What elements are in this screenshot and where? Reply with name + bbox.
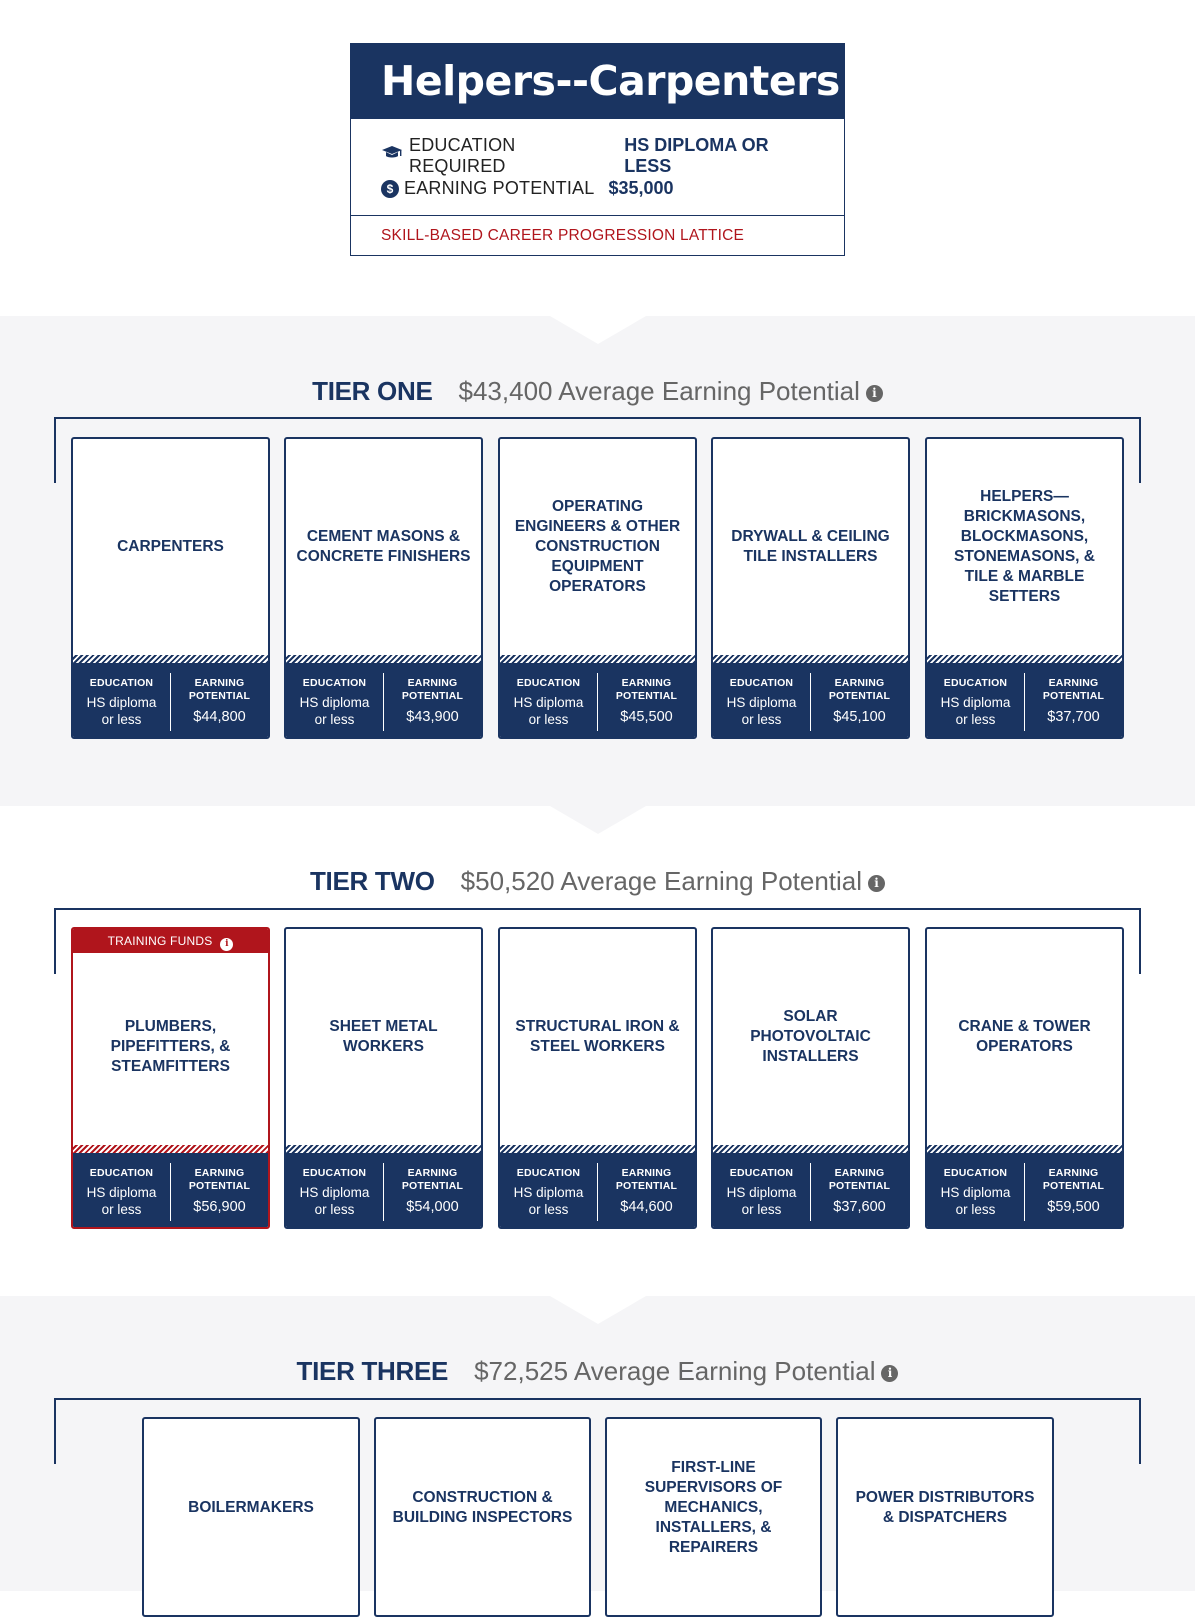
education-heading: EDUCATION <box>516 1167 581 1179</box>
card-footer <box>713 1153 908 1229</box>
career-title: STRUCTURAL IRON & STEEL WORKERS <box>515 1018 680 1055</box>
career-card[interactable] <box>836 1417 1054 1617</box>
education-value: HS diploma <box>299 1185 370 1200</box>
earning-value: $37,700 <box>1047 709 1100 725</box>
tier-name: TIER ONE <box>312 376 433 406</box>
earning-heading-2: POTENTIAL <box>401 1180 464 1192</box>
education-value: HS diploma <box>513 1185 584 1200</box>
career-card[interactable] <box>711 437 910 739</box>
earning-heading-2: POTENTIAL <box>188 1180 251 1192</box>
card-stripe <box>713 655 908 663</box>
card-stripe <box>927 655 1122 663</box>
education-heading: EDUCATION <box>943 677 1008 689</box>
education-value: HS diploma <box>86 695 157 710</box>
card-footer <box>500 663 695 739</box>
education-value-2: or less <box>741 1202 782 1217</box>
career-card[interactable] <box>284 437 483 739</box>
earning-value: $44,800 <box>193 709 246 725</box>
career-title: SHEET METAL WORKERS <box>329 1018 438 1055</box>
training-funds-label: TRAINING FUNDS <box>107 934 213 948</box>
card-footer <box>286 663 481 739</box>
earning-heading: EARNING <box>621 1167 672 1179</box>
tier-arrow <box>550 1296 646 1324</box>
earning-heading: EARNING <box>1048 677 1099 689</box>
card-stripe <box>73 655 268 663</box>
header-info <box>351 119 844 216</box>
education-value-2: or less <box>741 712 782 727</box>
education-value: HS diploma <box>940 1185 1011 1200</box>
earning-row <box>381 172 814 205</box>
info-circle-icon[interactable]: i <box>881 1365 898 1382</box>
career-card[interactable] <box>284 927 483 1229</box>
earning-heading: EARNING <box>407 1167 458 1179</box>
career-title: SOLAR PHOTOVOLTAIC INSTALLERS <box>750 1008 871 1065</box>
tier-arrow <box>550 316 646 344</box>
education-heading: EDUCATION <box>516 677 581 689</box>
earning-heading-2: POTENTIAL <box>1042 1180 1105 1192</box>
tier-heading <box>0 1356 1195 1387</box>
career-title: CONSTRUCTION & BUILDING INSPECTORS <box>392 1489 573 1526</box>
career-card[interactable] <box>142 1417 360 1617</box>
earning-value: $45,500 <box>620 709 673 725</box>
card-stripe <box>286 1145 481 1153</box>
career-header-card <box>350 43 845 256</box>
earning-heading-2: POTENTIAL <box>401 690 464 702</box>
career-title: CARPENTERS <box>117 538 224 555</box>
card-stripe <box>500 655 695 663</box>
career-title: PLUMBERS, PIPEFITTERS, & STEAMFITTERS <box>110 1018 231 1075</box>
career-lattice-link[interactable]: SKILL-BASED CAREER PROGRESSION LATTICE <box>381 227 745 244</box>
career-title: CRANE & TOWER OPERATORS <box>958 1018 1091 1055</box>
education-heading: EDUCATION <box>89 1167 154 1179</box>
earning-heading-2: POTENTIAL <box>828 1180 891 1192</box>
card-stripe <box>500 1145 695 1153</box>
dollar-coin-icon: $ <box>381 180 399 198</box>
tier-average: $50,520 Average Earning Potential <box>460 866 863 896</box>
earning-heading: EARNING <box>407 677 458 689</box>
earning-value: $56,900 <box>193 1199 246 1215</box>
education-value-2: or less <box>101 712 142 727</box>
tier-average: $43,400 Average Earning Potential <box>458 376 860 406</box>
earning-value: $37,600 <box>833 1199 886 1215</box>
career-title: HELPERS—BRICKMASONS, BLOCKMASONS, STONEMASONS, & TILE & MARBLE SETTERS <box>954 488 1095 605</box>
education-value-2: or less <box>314 1202 355 1217</box>
career-card[interactable] <box>71 927 270 1229</box>
tier-average: $72,525 Average Earning Potential <box>474 1356 876 1386</box>
card-footer <box>500 1153 695 1229</box>
earning-heading: EARNING <box>194 677 245 689</box>
earning-value: $44,600 <box>620 1199 673 1215</box>
info-circle-icon[interactable]: i <box>868 875 885 892</box>
card-stripe <box>73 1145 268 1153</box>
earning-value: $43,900 <box>406 709 459 725</box>
info-circle-icon[interactable]: i <box>220 938 233 951</box>
earning-heading-2: POTENTIAL <box>828 690 891 702</box>
earning-label: EARNING POTENTIAL <box>404 178 595 198</box>
card-footer <box>286 1153 481 1229</box>
card-stripe <box>286 655 481 663</box>
education-heading: EDUCATION <box>302 1167 367 1179</box>
career-title: CEMENT MASONS & CONCRETE FINISHERS <box>296 528 471 565</box>
card-stripe <box>927 1145 1122 1153</box>
education-value: HS diploma <box>726 695 797 710</box>
earning-heading: EARNING <box>1048 1167 1099 1179</box>
tier-heading <box>0 376 1195 407</box>
education-heading: EDUCATION <box>943 1167 1008 1179</box>
earning-heading: EARNING <box>834 677 885 689</box>
career-title: OPERATING ENGINEERS & OTHER CONSTRUCTION EQUIPMENT OPERATORS <box>514 498 681 595</box>
earning-heading-2: POTENTIAL <box>615 1180 678 1192</box>
education-value-2: or less <box>955 712 996 727</box>
tier-heading <box>0 866 1195 897</box>
education-label: EDUCATION REQUIRED <box>409 134 516 176</box>
career-card[interactable] <box>498 437 697 739</box>
card-stripe <box>713 1145 908 1153</box>
career-card[interactable] <box>925 927 1124 1229</box>
career-card[interactable] <box>498 927 697 1229</box>
earning-heading-2: POTENTIAL <box>188 690 251 702</box>
earning-heading: EARNING <box>194 1167 245 1179</box>
career-card[interactable] <box>71 437 270 739</box>
page-title: Helpers--Carpenters <box>351 44 844 119</box>
card-footer <box>73 1153 268 1229</box>
card-footer <box>73 663 268 739</box>
career-title: DRYWALL & CEILING TILE INSTALLERS <box>731 528 890 565</box>
career-title: FIRST-LINE SUPERVISORS OF MECHANICS, INSTALLERS, & REPAIRERS <box>644 1459 783 1556</box>
earning-value: $35,000 <box>608 178 674 198</box>
career-card[interactable] <box>605 1417 822 1617</box>
career-card[interactable] <box>925 437 1124 739</box>
earning-heading-2: POTENTIAL <box>1042 690 1105 702</box>
tier-name: TIER THREE <box>296 1356 449 1386</box>
graduation-cap-icon <box>381 145 403 166</box>
info-circle-icon[interactable]: i <box>866 385 883 402</box>
earning-value: $45,100 <box>833 709 886 725</box>
career-card[interactable] <box>711 927 910 1229</box>
education-value: HS DIPLOMA OR LESS <box>624 134 769 176</box>
career-card[interactable] <box>374 1417 591 1617</box>
earning-value: $59,500 <box>1047 1199 1100 1215</box>
education-row <box>381 134 814 176</box>
card-footer <box>713 663 908 739</box>
tier-arrow <box>550 806 646 834</box>
tier-name: TIER TWO <box>309 866 435 896</box>
earning-heading: EARNING <box>834 1167 885 1179</box>
card-footer <box>927 1153 1122 1229</box>
education-heading: EDUCATION <box>89 677 154 689</box>
earning-heading: EARNING <box>621 677 672 689</box>
education-value-2: or less <box>955 1202 996 1217</box>
education-value-2: or less <box>101 1202 142 1217</box>
earning-heading-2: POTENTIAL <box>615 690 678 702</box>
career-title: POWER DISTRIBUTORS & DISPATCHERS <box>855 1489 1035 1526</box>
career-title: BOILERMAKERS <box>188 1499 314 1516</box>
card-footer <box>927 663 1122 739</box>
education-value-2: or less <box>528 1202 569 1217</box>
education-value: HS diploma <box>299 695 370 710</box>
education-value: HS diploma <box>86 1185 157 1200</box>
education-heading: EDUCATION <box>729 1167 794 1179</box>
education-heading: EDUCATION <box>729 677 794 689</box>
education-value: HS diploma <box>726 1185 797 1200</box>
education-value-2: or less <box>528 712 569 727</box>
education-value: HS diploma <box>513 695 584 710</box>
education-value: HS diploma <box>940 695 1011 710</box>
education-heading: EDUCATION <box>302 677 367 689</box>
education-value-2: or less <box>314 712 355 727</box>
earning-value: $54,000 <box>406 1199 459 1215</box>
